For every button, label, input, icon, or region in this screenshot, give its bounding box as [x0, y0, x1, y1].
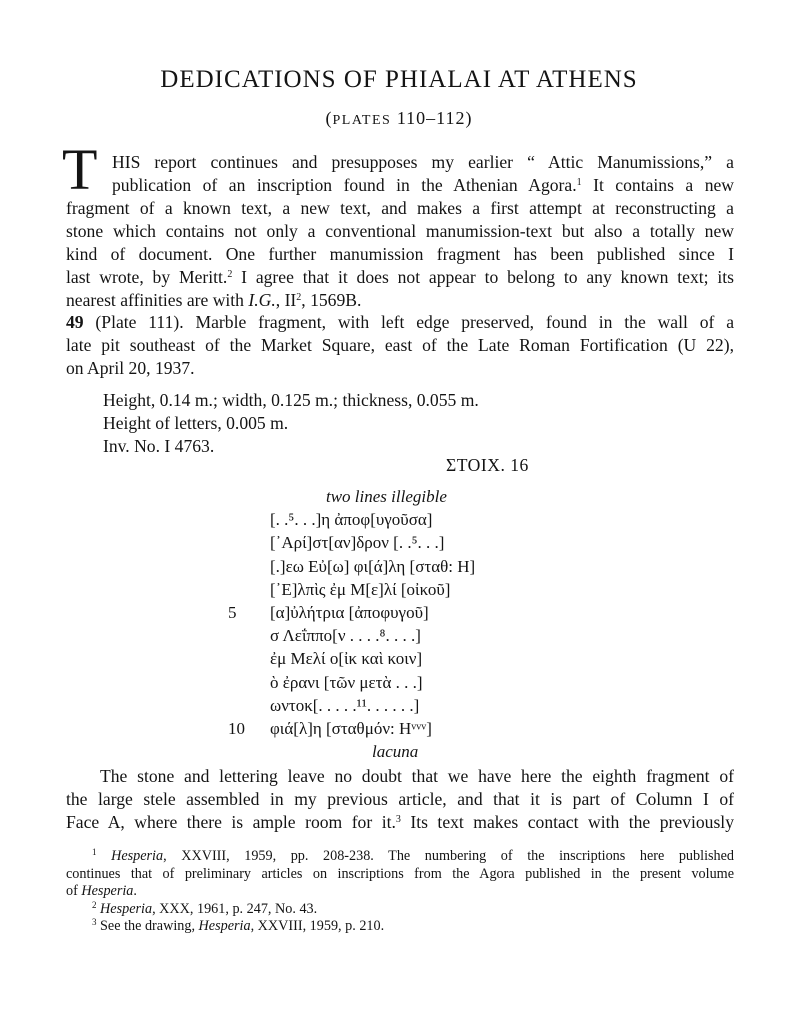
discussion-line-2: the large stele assembled in my previous article, and that it is part of Column I of — [66, 789, 734, 809]
discussion-line-1: The stone and lettering leave no doubt that we have here the eighth fragment of — [100, 766, 734, 786]
journal-name: Hesperia — [100, 900, 153, 917]
inscription-line-text: [᾽Ε]λπὶς ἐμ Μ[ε]λί [οἰκοῦ] — [270, 579, 451, 599]
inscription-line — [228, 647, 528, 670]
plates-range: 110–112) — [396, 108, 473, 128]
footnote-text: See the drawing, — [96, 918, 199, 934]
journal-name: Hesperia — [111, 848, 164, 864]
footnote-ref-1: 1 — [576, 177, 582, 188]
footnote-ref-3: 3 — [395, 814, 401, 825]
intro-line-2-tail: It contains a new — [581, 175, 734, 195]
inscription-line-text: [.]εω Εὐ[ω] φι[ά]λη [σταθ: H] — [270, 556, 476, 576]
inscription-line — [228, 531, 528, 554]
inscription-line-text: ωντοκ[. . . . .¹¹. . . . . .] — [270, 695, 420, 715]
entry-line-3: on April 20, 1937. — [66, 358, 195, 378]
intro-line-5: kind of document. One further manumission fragment has been published since I — [66, 244, 734, 264]
entry-number: 49 — [66, 312, 84, 332]
intro-line-2 — [66, 174, 734, 197]
footnote-text: , XXVIII, 1959, p. 210. — [250, 918, 385, 934]
inscription-line-text: [᾽Αρί]στ[αν]δρον [. .⁵. . .] — [270, 533, 445, 553]
footnote-text: of — [66, 883, 82, 899]
article-title: DEDICATIONS OF PHIALAI AT ATHENS — [160, 66, 638, 93]
inscription-line-text: φιά[λ]η [σταθμόν: Hᵛᵛᵛ] — [270, 718, 432, 738]
journal-name: Hesperia — [198, 918, 251, 934]
inscription-note-text: lacuna — [372, 742, 419, 762]
footnote-text: , XXVIII, 1959, pp. 208-238. The numbering of the inscriptions here published — [163, 848, 734, 864]
inscription-note-text: two lines illegible — [326, 487, 447, 506]
intro-line-1: HIS report continues and presupposes my earlier “ Attic Manumissions,” a — [112, 152, 734, 172]
entry-line-1 — [66, 311, 734, 334]
plates-open: ( — [325, 108, 333, 128]
footnote-number: 1 — [92, 848, 97, 857]
inscription-note-top — [228, 485, 528, 508]
plates-word: PLATES — [332, 113, 392, 128]
inscription-line-text: ὸ ἐρανι [τῶν μετὰ . . .] — [270, 672, 423, 692]
footnote-1-line-1 — [66, 848, 734, 866]
intro-line-7-mid: , II — [275, 290, 297, 310]
intro-line-2-text: publication of an inscription found in the Athenian Agora. — [112, 175, 577, 195]
inscription-line-text: ἐμ Μελί ο[ἰκ καὶ κοιν] — [270, 649, 423, 669]
entry-line-1-text: (Plate 111). Marble fragment, with left edge preserved, found in the wall of a — [83, 312, 734, 332]
journal-name: Hesperia — [81, 883, 134, 899]
footnote-number: 2 — [92, 900, 97, 910]
intro-line-7 — [66, 289, 734, 312]
inscription-line — [228, 671, 528, 694]
footnote-1-line-2: continues that of preliminary articles on inscriptions from the Agora published in the present volume — [66, 865, 734, 882]
inscription-line — [228, 624, 528, 647]
edition-superscript: 2 — [296, 292, 302, 303]
measurement-line: Inv. No. I 4763. — [103, 436, 215, 456]
inscription-line-text: [α]ὐλήτρια [ἀποφυγοῦ] — [270, 602, 429, 622]
footnote-text: , XXX, 1961, p. 247, No. 43. — [152, 900, 318, 917]
inscription-line-text: [. .⁵. . .]η ἀποφ[υγοῦσα] — [270, 510, 433, 530]
drop-cap: T — [62, 137, 98, 202]
footnote-number: 3 — [92, 918, 97, 927]
intro-line-7-text: nearest affinities are with — [66, 290, 249, 310]
intro-line-7-tail: , 1569B. — [301, 290, 362, 310]
discussion-line-3 — [66, 811, 734, 834]
measurement-line: Height, 0.14 m.; width, 0.125 m.; thickness, 0.055 m. — [103, 390, 479, 410]
intro-line-6-text: last wrote, by Meritt. — [66, 267, 228, 287]
discussion-line-3-tail: Its text makes contact with the previously — [400, 812, 734, 832]
line-number: 5 — [228, 602, 237, 622]
inscription-line — [228, 508, 528, 531]
ig-abbrev: I.G. — [248, 290, 276, 310]
intro-line-3: fragment of a known text, a new text, and makes a first attempt at reconstructing a — [66, 198, 734, 218]
intro-line-4: stone which contains not only a conventional manumission-text but also a totally new — [66, 221, 734, 241]
intro-line-6-tail: I agree that it does not appear to belong to any known text; its — [232, 267, 734, 287]
inscription-line — [228, 578, 528, 601]
intro-line-6 — [66, 266, 734, 289]
inscription-text — [228, 485, 528, 763]
plates-reference — [0, 106, 798, 133]
discussion-line-3-text: Face A, where there is ample room for it. — [66, 812, 396, 832]
inscription-line — [228, 694, 528, 717]
inscription-line — [228, 555, 528, 578]
footnote-3 — [66, 918, 734, 936]
entry-paragraph — [66, 311, 734, 380]
inscription-line-text: σ Λεΐππο[ν . . . .⁸. . . .] — [270, 626, 421, 646]
footnote-text: . — [133, 883, 137, 899]
footnote-1-line-3 — [66, 883, 734, 901]
measurements — [103, 389, 523, 458]
inscription-note-bottom — [228, 740, 528, 763]
discussion-paragraph — [66, 765, 734, 834]
inscription-line — [228, 601, 528, 624]
footnote-2 — [66, 901, 734, 919]
inscription-line — [228, 717, 528, 740]
line-number: 10 — [228, 718, 245, 738]
measurement-line: Height of letters, 0.005 m. — [103, 413, 289, 433]
intro-paragraph — [66, 151, 734, 312]
entry-line-2: late pit southeast of the Market Square, east of the Late Roman Fortification (U 22), — [66, 335, 734, 355]
stoichedon-label: ΣΤΟΙΧ. 16 — [446, 455, 529, 475]
footnotes — [66, 848, 734, 936]
footnote-ref-2: 2 — [227, 269, 233, 280]
